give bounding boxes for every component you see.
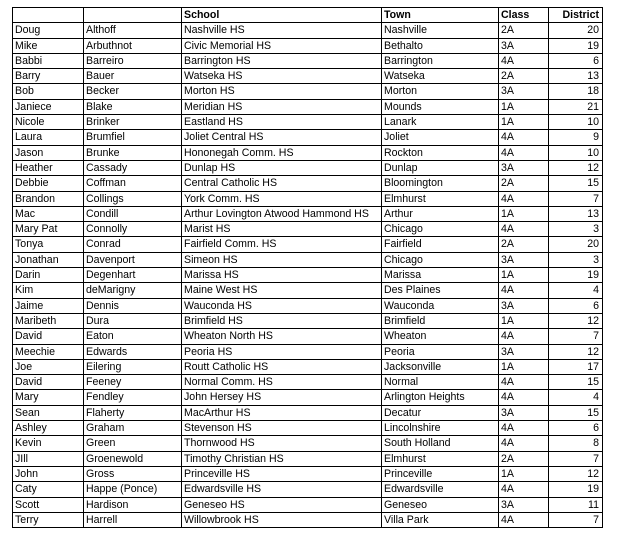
cell-school[interactable]: Barrington HS xyxy=(182,53,382,68)
table-row xyxy=(13,145,603,160)
cell-class[interactable]: 4A xyxy=(499,329,549,344)
header-district[interactable]: District xyxy=(549,8,603,23)
cell-class[interactable]: 1A xyxy=(499,359,549,374)
spreadsheet xyxy=(12,7,603,528)
table-row xyxy=(13,313,603,328)
cell-district[interactable]: 20 xyxy=(549,23,603,38)
cell-last-name[interactable]: Brumfiel xyxy=(84,130,182,145)
cell-class[interactable]: 3A xyxy=(499,344,549,359)
table-row xyxy=(13,130,603,145)
cell-first-name[interactable]: Darin xyxy=(13,268,84,283)
cell-district[interactable]: 8 xyxy=(549,436,603,451)
table-row xyxy=(13,421,603,436)
table-row xyxy=(13,252,603,267)
cell-town[interactable]: Normal xyxy=(382,375,499,390)
table-row xyxy=(13,298,603,313)
cell-school[interactable]: York Comm. HS xyxy=(182,191,382,206)
cell-school[interactable]: Routt Catholic HS xyxy=(182,359,382,374)
cell-district[interactable]: 20 xyxy=(549,237,603,252)
cell-town[interactable]: Brimfield xyxy=(382,313,499,328)
cell-last-name[interactable]: Brunke xyxy=(84,145,182,160)
table-row xyxy=(13,176,603,191)
cell-last-name[interactable]: Graham xyxy=(84,421,182,436)
cell-last-name[interactable]: Conrad xyxy=(84,237,182,252)
cell-school[interactable]: Meridian HS xyxy=(182,99,382,114)
cell-town[interactable]: Joliet xyxy=(382,130,499,145)
cell-district[interactable]: 7 xyxy=(549,512,603,527)
cell-school[interactable]: Edwardsville HS xyxy=(182,482,382,497)
cell-class[interactable]: 2A xyxy=(499,451,549,466)
cell-school[interactable]: Maine West HS xyxy=(182,283,382,298)
cell-first-name[interactable]: Sean xyxy=(13,405,84,420)
cell-school[interactable]: Wheaton North HS xyxy=(182,329,382,344)
cell-town[interactable]: Barrington xyxy=(382,53,499,68)
table-row xyxy=(13,115,603,130)
header-row xyxy=(13,8,603,23)
cell-class[interactable]: 4A xyxy=(499,222,549,237)
table-row xyxy=(13,99,603,114)
cell-town[interactable]: Geneseo xyxy=(382,497,499,512)
table-row xyxy=(13,405,603,420)
cell-town[interactable]: Jacksonville xyxy=(382,359,499,374)
table-row xyxy=(13,512,603,527)
cell-last-name[interactable]: Cassady xyxy=(84,160,182,175)
cell-town[interactable]: Wauconda xyxy=(382,298,499,313)
cell-district[interactable]: 6 xyxy=(549,298,603,313)
cell-school[interactable]: Arthur Lovington Atwood Hammond HS xyxy=(182,206,382,221)
cell-first-name[interactable]: Mary xyxy=(13,390,84,405)
cell-town[interactable]: Bloomington xyxy=(382,176,499,191)
cell-last-name[interactable]: Becker xyxy=(84,84,182,99)
cell-district[interactable]: 12 xyxy=(549,160,603,175)
cell-class[interactable]: 3A xyxy=(499,84,549,99)
table-row xyxy=(13,237,603,252)
cell-last-name[interactable]: Blake xyxy=(84,99,182,114)
cell-last-name[interactable]: deMarigny xyxy=(84,283,182,298)
cell-last-name[interactable]: Degenhart xyxy=(84,268,182,283)
cell-last-name[interactable]: Fendley xyxy=(84,390,182,405)
header-town[interactable]: Town xyxy=(382,8,499,23)
table-row xyxy=(13,69,603,84)
cell-school[interactable]: Fairfield Comm. HS xyxy=(182,237,382,252)
cell-town[interactable]: Peoria xyxy=(382,344,499,359)
cell-first-name[interactable]: John xyxy=(13,466,84,481)
table-row xyxy=(13,359,603,374)
cell-district[interactable]: 9 xyxy=(549,130,603,145)
cell-first-name[interactable]: Jaime xyxy=(13,298,84,313)
cell-first-name[interactable]: David xyxy=(13,375,84,390)
cell-first-name[interactable]: Joe xyxy=(13,359,84,374)
cell-town[interactable]: Rockton xyxy=(382,145,499,160)
table-row xyxy=(13,466,603,481)
cell-last-name[interactable]: Brinker xyxy=(84,115,182,130)
cell-district[interactable]: 12 xyxy=(549,344,603,359)
cell-school[interactable]: Simeon HS xyxy=(182,252,382,267)
cell-last-name[interactable]: Green xyxy=(84,436,182,451)
header-school[interactable]: School xyxy=(182,8,382,23)
cell-district[interactable]: 3 xyxy=(549,222,603,237)
cell-district[interactable]: 19 xyxy=(549,38,603,53)
cell-last-name[interactable]: Bauer xyxy=(84,69,182,84)
header-class[interactable]: Class xyxy=(499,8,549,23)
table-row xyxy=(13,436,603,451)
cell-school[interactable]: Nashville HS xyxy=(182,23,382,38)
cell-school[interactable]: Watseka HS xyxy=(182,69,382,84)
cell-last-name[interactable]: Flaherty xyxy=(84,405,182,420)
cell-last-name[interactable]: Harrell xyxy=(84,512,182,527)
cell-school[interactable]: Joliet Central HS xyxy=(182,130,382,145)
cell-town[interactable]: Elmhurst xyxy=(382,451,499,466)
cell-district[interactable]: 13 xyxy=(549,69,603,84)
cell-school[interactable]: Normal Comm. HS xyxy=(182,375,382,390)
cell-town[interactable]: Lanark xyxy=(382,115,499,130)
cell-district[interactable]: 11 xyxy=(549,497,603,512)
cell-district[interactable]: 21 xyxy=(549,99,603,114)
cell-district[interactable]: 4 xyxy=(549,390,603,405)
table-row xyxy=(13,191,603,206)
cell-first-name[interactable]: Bob xyxy=(13,84,84,99)
cell-town[interactable]: Watseka xyxy=(382,69,499,84)
cell-first-name[interactable]: Doug xyxy=(13,23,84,38)
cell-town[interactable]: Lincolnshire xyxy=(382,421,499,436)
cell-town[interactable]: Arlington Heights xyxy=(382,390,499,405)
cell-class[interactable]: 2A xyxy=(499,69,549,84)
cell-first-name[interactable]: Mike xyxy=(13,38,84,53)
cell-school[interactable]: Civic Memorial HS xyxy=(182,38,382,53)
cell-first-name[interactable]: Maribeth xyxy=(13,313,84,328)
cell-last-name[interactable]: Arbuthnot xyxy=(84,38,182,53)
cell-class[interactable]: 1A xyxy=(499,313,549,328)
table-row xyxy=(13,497,603,512)
cell-first-name[interactable]: Brandon xyxy=(13,191,84,206)
cell-school[interactable]: MacArthur HS xyxy=(182,405,382,420)
cell-class[interactable]: 3A xyxy=(499,38,549,53)
cell-class[interactable]: 4A xyxy=(499,130,549,145)
cell-town[interactable]: Wheaton xyxy=(382,329,499,344)
cell-school[interactable]: Hononegah Comm. HS xyxy=(182,145,382,160)
cell-school[interactable]: Princeville HS xyxy=(182,466,382,481)
cell-town[interactable]: Edwardsville xyxy=(382,482,499,497)
cell-last-name[interactable]: Coffman xyxy=(84,176,182,191)
cell-class[interactable]: 4A xyxy=(499,512,549,527)
header-first-name[interactable] xyxy=(13,8,84,23)
cell-last-name[interactable]: Hardison xyxy=(84,497,182,512)
cell-district[interactable]: 19 xyxy=(549,268,603,283)
cell-district[interactable]: 7 xyxy=(549,191,603,206)
cell-school[interactable]: Brimfield HS xyxy=(182,313,382,328)
cell-last-name[interactable]: Happe (Ponce) xyxy=(84,482,182,497)
cell-class[interactable]: 3A xyxy=(499,298,549,313)
cell-first-name[interactable]: Babbi xyxy=(13,53,84,68)
cell-district[interactable]: 15 xyxy=(549,176,603,191)
cell-school[interactable]: Stevenson HS xyxy=(182,421,382,436)
cell-last-name[interactable]: Eaton xyxy=(84,329,182,344)
table-row xyxy=(13,38,603,53)
table-row xyxy=(13,84,603,99)
cell-class[interactable]: 1A xyxy=(499,206,549,221)
cell-class[interactable]: 1A xyxy=(499,99,549,114)
table-row xyxy=(13,375,603,390)
cell-class[interactable]: 1A xyxy=(499,466,549,481)
cell-town[interactable]: Bethalto xyxy=(382,38,499,53)
cell-first-name[interactable]: Caty xyxy=(13,482,84,497)
cell-class[interactable]: 4A xyxy=(499,145,549,160)
cell-last-name[interactable]: Groenewold xyxy=(84,451,182,466)
cell-town[interactable]: Morton xyxy=(382,84,499,99)
table-row xyxy=(13,53,603,68)
table-row xyxy=(13,160,603,175)
cell-town[interactable]: Elmhurst xyxy=(382,191,499,206)
cell-first-name[interactable]: Janiece xyxy=(13,99,84,114)
cell-district[interactable]: 4 xyxy=(549,283,603,298)
cell-class[interactable]: 2A xyxy=(499,237,549,252)
cell-first-name[interactable]: Barry xyxy=(13,69,84,84)
cell-district[interactable]: 17 xyxy=(549,359,603,374)
cell-school[interactable]: Dunlap HS xyxy=(182,160,382,175)
cell-district[interactable]: 7 xyxy=(549,451,603,466)
cell-class[interactable]: 1A xyxy=(499,115,549,130)
cell-school[interactable]: Eastland HS xyxy=(182,115,382,130)
header-last-name[interactable] xyxy=(84,8,182,23)
cell-last-name[interactable]: Gross xyxy=(84,466,182,481)
table-row xyxy=(13,482,603,497)
cell-district[interactable]: 6 xyxy=(549,421,603,436)
cell-last-name[interactable]: Collings xyxy=(84,191,182,206)
cell-first-name[interactable]: Nicole xyxy=(13,115,84,130)
cell-district[interactable]: 10 xyxy=(549,145,603,160)
cell-class[interactable]: 4A xyxy=(499,390,549,405)
cell-town[interactable]: Marissa xyxy=(382,268,499,283)
cell-class[interactable]: 3A xyxy=(499,405,549,420)
table-row xyxy=(13,451,603,466)
cell-district[interactable]: 10 xyxy=(549,115,603,130)
cell-town[interactable]: Chicago xyxy=(382,252,499,267)
cell-class[interactable]: 1A xyxy=(499,268,549,283)
cell-first-name[interactable]: David xyxy=(13,329,84,344)
cell-last-name[interactable]: Connolly xyxy=(84,222,182,237)
cell-last-name[interactable]: Feeney xyxy=(84,375,182,390)
cell-last-name[interactable]: Dennis xyxy=(84,298,182,313)
cell-district[interactable]: 18 xyxy=(549,84,603,99)
cell-first-name[interactable]: Scott xyxy=(13,497,84,512)
cell-first-name[interactable]: Terry xyxy=(13,512,84,527)
cell-last-name[interactable]: Dura xyxy=(84,313,182,328)
cell-school[interactable]: Marist HS xyxy=(182,222,382,237)
cell-class[interactable]: 3A xyxy=(499,160,549,175)
cell-class[interactable]: 4A xyxy=(499,482,549,497)
cell-district[interactable]: 6 xyxy=(549,53,603,68)
table-row xyxy=(13,23,603,38)
cell-district[interactable]: 7 xyxy=(549,329,603,344)
cell-school[interactable]: Timothy Christian HS xyxy=(182,451,382,466)
table-row xyxy=(13,283,603,298)
cell-first-name[interactable]: Debbie xyxy=(13,176,84,191)
cell-town[interactable]: Dunlap xyxy=(382,160,499,175)
cell-town[interactable]: Arthur xyxy=(382,206,499,221)
cell-school[interactable]: Morton HS xyxy=(182,84,382,99)
cell-town[interactable]: Des Plaines xyxy=(382,283,499,298)
cell-district[interactable]: 15 xyxy=(549,375,603,390)
cell-town[interactable]: Villa Park xyxy=(382,512,499,527)
cell-first-name[interactable]: Jason xyxy=(13,145,84,160)
cell-town[interactable]: Nashville xyxy=(382,23,499,38)
cell-class[interactable]: 4A xyxy=(499,283,549,298)
cell-last-name[interactable]: Edwards xyxy=(84,344,182,359)
table-row xyxy=(13,268,603,283)
cell-town[interactable]: Decatur xyxy=(382,405,499,420)
cell-town[interactable]: South Holland xyxy=(382,436,499,451)
table-row xyxy=(13,329,603,344)
table-row xyxy=(13,222,603,237)
cell-school[interactable]: Wauconda HS xyxy=(182,298,382,313)
cell-first-name[interactable]: Heather xyxy=(13,160,84,175)
cell-first-name[interactable]: Mary Pat xyxy=(13,222,84,237)
cell-class[interactable]: 4A xyxy=(499,375,549,390)
cell-district[interactable]: 15 xyxy=(549,405,603,420)
cell-class[interactable]: 2A xyxy=(499,23,549,38)
cell-class[interactable]: 4A xyxy=(499,436,549,451)
cell-town[interactable]: Fairfield xyxy=(382,237,499,252)
cell-class[interactable]: 3A xyxy=(499,252,549,267)
cell-first-name[interactable]: Meechie xyxy=(13,344,84,359)
cell-school[interactable]: Peoria HS xyxy=(182,344,382,359)
table-row xyxy=(13,344,603,359)
cell-school[interactable]: Geneseo HS xyxy=(182,497,382,512)
cell-first-name[interactable]: JIll xyxy=(13,451,84,466)
cell-school[interactable]: John Hersey HS xyxy=(182,390,382,405)
cell-first-name[interactable]: Tonya xyxy=(13,237,84,252)
cell-town[interactable]: Princeville xyxy=(382,466,499,481)
cell-last-name[interactable]: Barreiro xyxy=(84,53,182,68)
cell-last-name[interactable]: Althoff xyxy=(84,23,182,38)
cell-school[interactable]: Willowbrook HS xyxy=(182,512,382,527)
cell-first-name[interactable]: Laura xyxy=(13,130,84,145)
cell-class[interactable]: 2A xyxy=(499,176,549,191)
cell-district[interactable]: 13 xyxy=(549,206,603,221)
cell-district[interactable]: 12 xyxy=(549,313,603,328)
cell-school[interactable]: Thornwood HS xyxy=(182,436,382,451)
table-row xyxy=(13,206,603,221)
cell-class[interactable]: 4A xyxy=(499,191,549,206)
cell-town[interactable]: Mounds xyxy=(382,99,499,114)
cell-district[interactable]: 3 xyxy=(549,252,603,267)
cell-school[interactable]: Marissa HS xyxy=(182,268,382,283)
table-row xyxy=(13,390,603,405)
roster-table xyxy=(12,7,603,528)
cell-town[interactable]: Chicago xyxy=(382,222,499,237)
cell-last-name[interactable]: Condill xyxy=(84,206,182,221)
cell-first-name[interactable]: Kevin xyxy=(13,436,84,451)
cell-last-name[interactable]: Eilering xyxy=(84,359,182,374)
cell-district[interactable]: 12 xyxy=(549,466,603,481)
table-body xyxy=(13,23,603,528)
cell-first-name[interactable]: Mac xyxy=(13,206,84,221)
cell-class[interactable]: 3A xyxy=(499,497,549,512)
cell-class[interactable]: 4A xyxy=(499,53,549,68)
cell-school[interactable]: Central Catholic HS xyxy=(182,176,382,191)
cell-district[interactable]: 19 xyxy=(549,482,603,497)
cell-last-name[interactable]: Davenport xyxy=(84,252,182,267)
cell-first-name[interactable]: Ashley xyxy=(13,421,84,436)
cell-first-name[interactable]: Kim xyxy=(13,283,84,298)
cell-first-name[interactable]: Jonathan xyxy=(13,252,84,267)
cell-class[interactable]: 4A xyxy=(499,421,549,436)
